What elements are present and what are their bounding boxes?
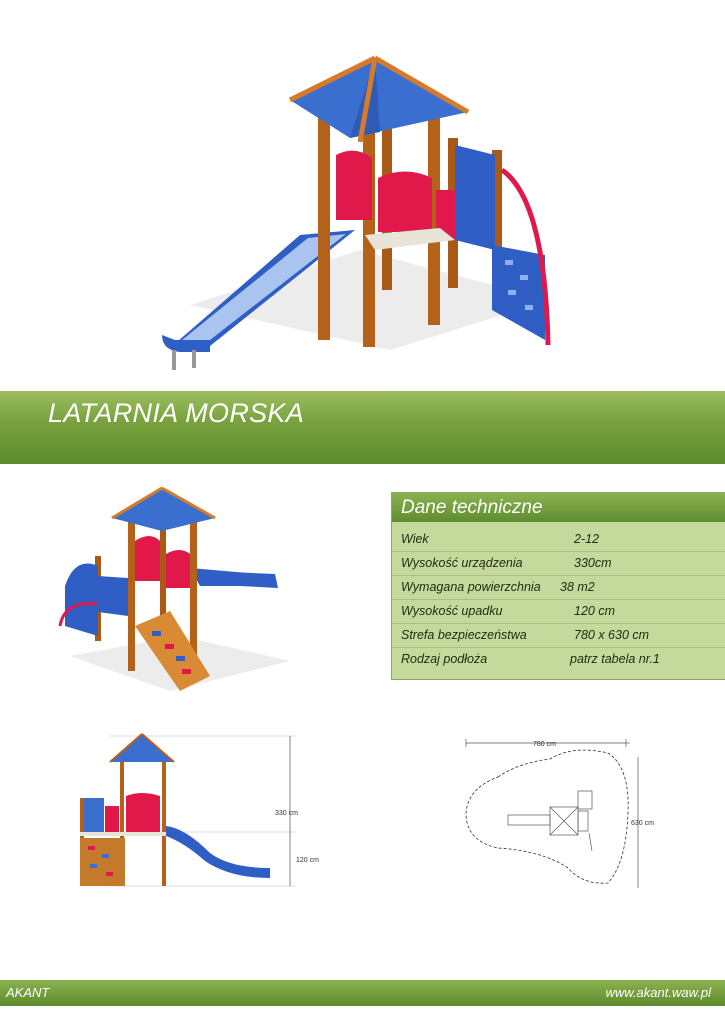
tech-row-label: Strefa bezpieczeństwa	[401, 628, 527, 642]
tech-row-value: 780 x 630 cm	[574, 628, 650, 642]
tech-row	[392, 576, 725, 600]
elevation-drawing	[70, 728, 330, 893]
tech-row-value: 38 m2	[560, 580, 595, 594]
tech-row-value: patrz tabela nr.1	[570, 652, 660, 666]
tech-row-value: 120 cm	[574, 604, 615, 618]
tech-row	[392, 624, 725, 648]
tech-row-value: 2-12	[574, 532, 600, 546]
tech-row-label: Rodzaj podłoża	[401, 652, 488, 666]
tech-row-label: Wysokość urządzenia	[401, 556, 523, 570]
dim-fall-height: 120 cm	[296, 857, 319, 864]
footer-website-link[interactable]: www.akant.waw.pl	[605, 985, 711, 1000]
tech-row	[392, 648, 725, 672]
tech-row	[392, 528, 725, 552]
footer-brand: AKANT	[6, 985, 50, 1000]
dim-plan-width: 780 cm	[533, 741, 556, 748]
dim-total-height: 330 cm	[275, 810, 298, 817]
playground-main-illustration	[150, 50, 570, 380]
dim-plan-depth: 630 cm	[631, 820, 654, 827]
tech-row	[392, 600, 725, 624]
playground-back-illustration	[50, 486, 300, 696]
plan-drawing	[458, 733, 668, 893]
tech-row-value: 330cm	[574, 556, 612, 570]
tech-row-label: Wiek	[401, 532, 429, 546]
tech-data-title: Dane techniczne	[401, 497, 543, 518]
page-title: LATARNIA MORSKA	[48, 398, 305, 428]
tech-row-label: Wysokość upadku	[401, 604, 503, 618]
tech-row-label: Wymagana powierzchnia	[401, 580, 541, 594]
tech-row	[392, 552, 725, 576]
